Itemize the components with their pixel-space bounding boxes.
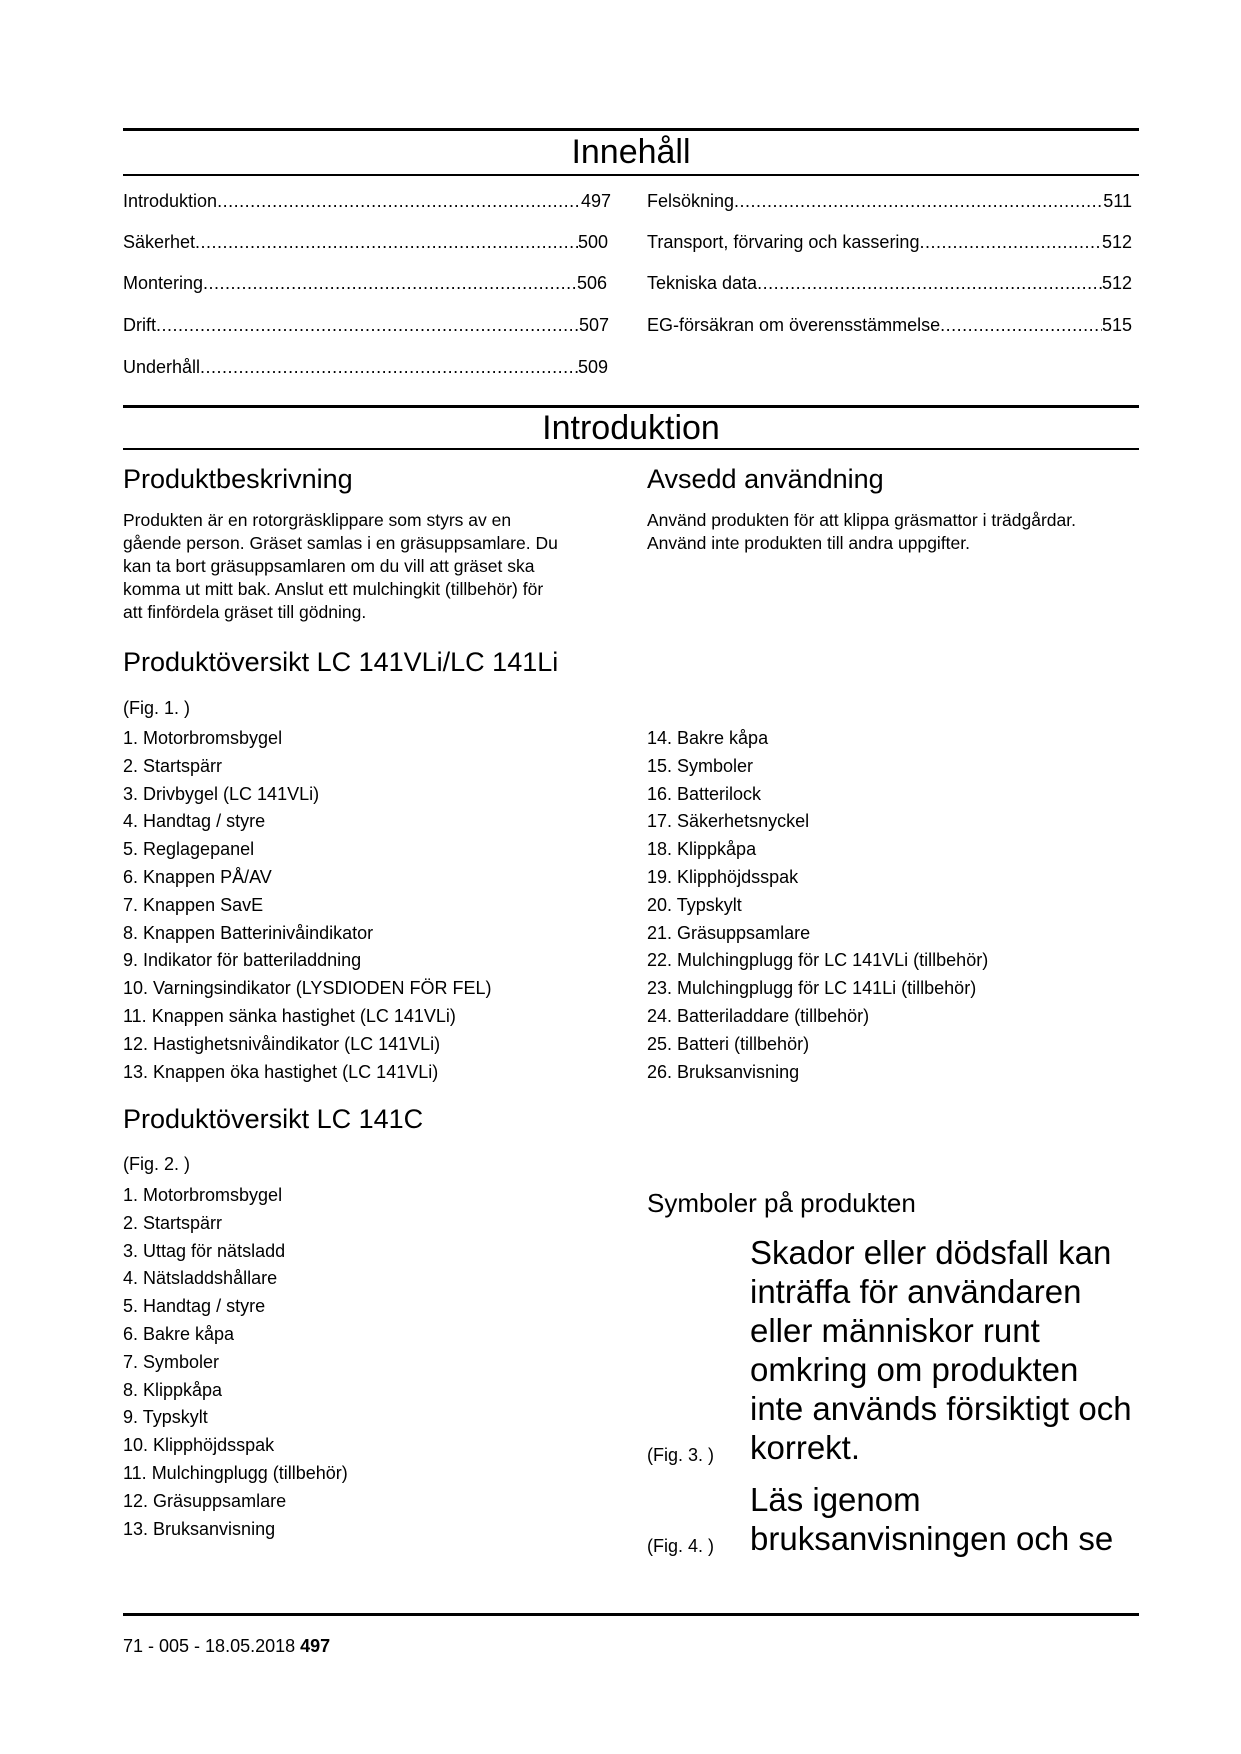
list-item: 22. Mulchingplugg för LC 141VLi (tillbehör) [647,950,989,971]
intended-use-text [647,509,1147,555]
list-item: 11. Mulchingplugg (tillbehör) [123,1462,348,1483]
list-item: 9. Typskylt [123,1407,208,1428]
list-item: 7. Symboler [123,1351,220,1372]
symbols-heading: Symboler på produkten [647,1188,916,1218]
list-item: 23. Mulchingplugg för LC 141Li (tillbehör) [647,978,977,999]
toc-entry-page: 512 [1101,273,1132,293]
fig-2-ref[interactable]: (Fig. 2. ) [123,1154,191,1174]
toc-bottom-rule [123,174,1139,176]
toc-entry[interactable] [123,314,609,336]
toc-entry[interactable] [123,356,608,378]
footer-page-number: 497 [300,1636,331,1656]
list-item: 3. Drivbygel (LC 141VLi) [123,783,320,804]
toc-leader [203,272,577,294]
list-item: 1. Motorbromsbygel [123,728,283,748]
toc-entry[interactable] [123,231,608,253]
intro-bottom-rule [123,448,1139,450]
text-line: komma ut mitt bak. Anslut ett mulchingkit (tillbehör) för [123,579,544,599]
toc-entry[interactable] [123,272,607,294]
toc-leader [940,314,1102,336]
list-item: 9. Indikator för batteriladdning [123,950,362,971]
toc-entry-label: Underhåll [123,357,201,377]
list-item: 2. Startspärr [123,1212,223,1233]
list-item: 5. Handtag / styre [123,1296,266,1317]
fig-4-text [750,1480,1150,1558]
list-item: 11. Knappen sänka hastighet (LC 141VLi) [123,1005,456,1026]
fig-1-ref[interactable]: (Fig. 1. ) [123,698,191,718]
toc-entry-page: 507 [578,315,609,335]
list-item: 12. Hastighetsnivåindikator (LC 141VLi) [123,1033,441,1054]
list-item: 16. Batterilock [647,783,762,804]
text-line: bruksanvisningen och se [750,1520,1114,1557]
toc-leader [195,231,578,253]
toc-leader [156,314,579,336]
fig-3-text [750,1233,1150,1467]
toc-entry[interactable] [647,272,1132,294]
list-item: 8. Knappen Batterinivåindikator [123,922,374,943]
overview-1-left-list [123,727,623,1088]
toc-entry-label: Tekniska data [647,273,758,293]
product-description-text [123,509,623,624]
toc-entry-page: 497 [580,191,611,211]
footer-rule [123,1613,1139,1616]
toc-entry-page: 506 [576,273,607,293]
overview-1-right-list [647,727,1147,1088]
list-item: 2. Startspärr [123,755,223,776]
list-item: 10. Klipphöjdsspak [123,1435,275,1456]
overview-2-list [123,1184,623,1545]
text-line: Använd produkten för att klippa gräsmattor i trädgårdar. [647,510,1076,530]
overview-2-heading: Produktöversikt LC 141C [123,1104,424,1134]
list-item: 20. Typskylt [647,894,742,915]
toc-entry-label: EG-försäkran om överensstämmelse [647,315,941,335]
text-line: omkring om produkten [750,1351,1079,1388]
list-item: 19. Klipphöjdsspak [647,866,799,887]
toc-entry[interactable] [647,190,1132,212]
list-item: 8. Klippkåpa [123,1379,223,1400]
intended-use-heading: Avsedd användning [647,464,884,494]
overview-1-heading: Produktöversikt LC 141VLi/LC 141Li [123,647,559,677]
text-line: Använd inte produkten till andra uppgifter. [647,533,970,553]
toc-entry-page: 500 [577,232,608,252]
list-item: 6. Bakre kåpa [123,1323,235,1344]
toc-entry[interactable] [123,190,611,212]
toc-entry-label: Drift [123,315,156,335]
toc-entry-page: 515 [1101,315,1132,335]
text-line: inträffa för användaren [750,1273,1082,1310]
text-line: Skador eller dödsfall kan [750,1234,1112,1271]
toc-entry-page: 511 [1103,191,1132,211]
list-item: 12. Gräsuppsamlare [123,1490,287,1511]
product-description-heading: Produktbeskrivning [123,464,353,494]
toc-entry-label: Transport, förvaring och kassering [647,232,920,252]
fig-4-ref[interactable]: (Fig. 4. ) [647,1536,715,1556]
list-item: 6. Knappen PÅ/AV [123,866,272,887]
list-item: 24. Batteriladdare (tillbehör) [647,1005,870,1026]
text-line: Produkten är en rotorgräsklippare som styrs av en [123,510,512,530]
list-item: 21. Gräsuppsamlare [647,922,811,943]
text-line: inte används försiktigt och [750,1390,1132,1427]
toc-leader [217,190,581,212]
list-item: 7. Knappen SavE [123,894,264,915]
toc-entry-label: Introduktion [123,191,218,211]
list-item: 5. Reglagepanel [123,839,255,860]
list-item: 10. Varningsindikator (LYSDIODEN FÖR FEL) [123,978,492,999]
toc-leader [734,190,1103,212]
toc-entry[interactable] [647,314,1132,336]
list-item: 13. Knappen öka hastighet (LC 141VLi) [123,1061,439,1082]
text-line: Läs igenom [750,1481,921,1518]
list-item: 3. Uttag för nätsladd [123,1240,286,1261]
list-item: 18. Klippkåpa [647,839,757,860]
text-line: korrekt. [750,1429,861,1466]
list-item: 1. Motorbromsbygel [123,1185,283,1205]
list-item: 15. Symboler [647,755,754,776]
footer-code: 71 - 005 - 18.05.2018 [123,1636,296,1656]
text-line: att finfördela gräset till gödning. [123,602,367,622]
toc-entry-label: Säkerhet [123,232,196,252]
toc-entry-page: 512 [1101,232,1132,252]
text-line: kan ta bort gräsuppsamlaren om du vill att gräset ska [123,556,535,576]
list-item: 14. Bakre kåpa [647,728,769,748]
list-item: 4. Handtag / styre [123,811,266,832]
footer [123,1635,330,1657]
toc-entry[interactable] [647,231,1132,253]
toc-entry-label: Montering [123,273,204,293]
list-item: 26. Bruksanvisning [647,1061,800,1082]
list-item: 4. Nätsladdshållare [123,1268,278,1289]
toc-entry-page: 509 [577,357,608,377]
toc-leader [757,272,1102,294]
text-line: gående person. Gräset samlas i en gräsuppsamlare. Du [123,533,558,553]
intro-title: Introduktion [542,409,720,447]
list-item: 13. Bruksanvisning [123,1518,276,1539]
fig-3-ref[interactable]: (Fig. 3. ) [647,1445,715,1465]
list-item: 25. Batteri (tillbehör) [647,1033,810,1054]
text-line: eller människor runt [750,1312,1040,1349]
list-item: 17. Säkerhetsnyckel [647,811,810,832]
toc-leader [919,231,1102,253]
toc-title: Innehåll [571,133,691,171]
toc-entry-label: Felsökning [647,191,735,211]
toc-top-rule [123,128,1139,131]
toc-leader [200,356,578,378]
